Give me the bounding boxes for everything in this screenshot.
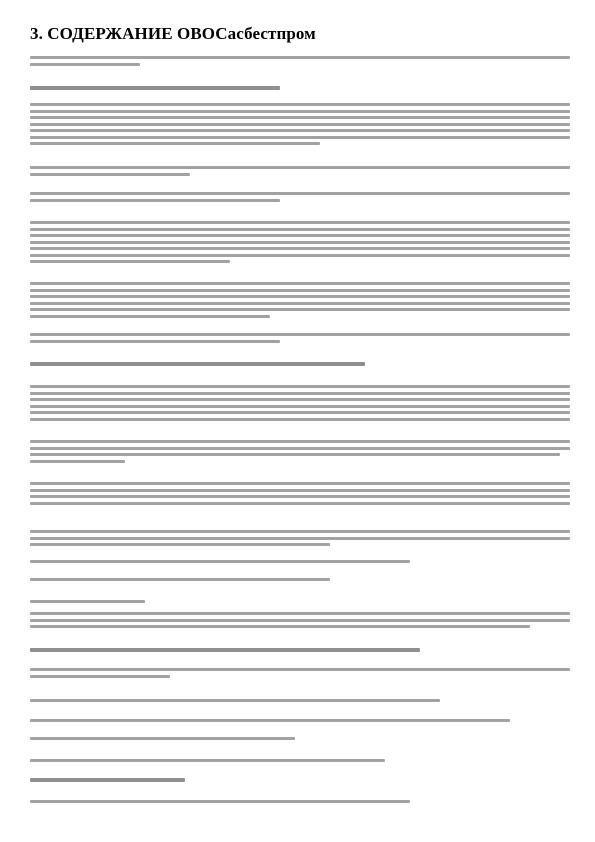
paragraph	[30, 578, 570, 585]
text-line	[30, 447, 570, 450]
paragraph	[30, 737, 570, 744]
text-line	[30, 192, 570, 195]
text-line	[30, 56, 570, 59]
paragraph	[30, 648, 570, 655]
text-line	[30, 241, 570, 244]
paragraph	[30, 333, 570, 346]
paragraph	[30, 530, 570, 550]
text-line	[30, 199, 280, 202]
text-line	[30, 719, 510, 722]
text-line	[30, 333, 570, 336]
text-line	[30, 648, 420, 652]
text-line	[30, 778, 185, 782]
paragraph	[30, 56, 570, 69]
text-line	[30, 103, 570, 106]
text-line	[30, 110, 570, 113]
text-line	[30, 737, 295, 740]
text-line	[30, 502, 570, 505]
paragraph	[30, 282, 570, 321]
text-line	[30, 453, 560, 456]
paragraph	[30, 362, 570, 369]
text-line	[30, 289, 570, 292]
text-line	[30, 418, 570, 421]
paragraph	[30, 103, 570, 149]
text-line	[30, 668, 570, 671]
text-line	[30, 86, 280, 90]
text-line	[30, 302, 570, 305]
paragraph	[30, 800, 570, 807]
text-line	[30, 221, 570, 224]
paragraph	[30, 440, 570, 466]
text-line	[30, 460, 125, 463]
text-line	[30, 440, 570, 443]
paragraph	[30, 600, 570, 607]
text-line	[30, 129, 570, 132]
text-line	[30, 489, 570, 492]
paragraph	[30, 612, 570, 632]
text-line	[30, 625, 530, 628]
paragraph	[30, 166, 570, 179]
text-line	[30, 166, 570, 169]
text-line	[30, 560, 410, 563]
paragraph	[30, 668, 570, 681]
text-line	[30, 619, 570, 622]
text-line	[30, 482, 570, 485]
text-line	[30, 123, 570, 126]
paragraph	[30, 86, 570, 93]
text-line	[30, 254, 570, 257]
text-line	[30, 63, 140, 66]
page-title: 3. СОДЕРЖАНИЕ ОВОСасбестпром	[30, 24, 316, 43]
text-line	[30, 247, 570, 250]
text-line	[30, 537, 570, 540]
text-line	[30, 282, 570, 285]
text-line	[30, 362, 365, 366]
text-line	[30, 116, 570, 119]
text-line	[30, 340, 280, 343]
paragraph	[30, 759, 570, 766]
text-line	[30, 398, 570, 401]
text-line	[30, 612, 570, 615]
text-line	[30, 578, 330, 581]
paragraph	[30, 482, 570, 508]
text-line	[30, 699, 440, 702]
paragraph	[30, 221, 570, 267]
text-line	[30, 315, 270, 318]
text-line	[30, 405, 570, 408]
text-line	[30, 530, 570, 533]
text-line	[30, 136, 570, 139]
text-line	[30, 228, 570, 231]
paragraph	[30, 560, 570, 567]
paragraph	[30, 719, 570, 726]
text-line	[30, 260, 230, 263]
paragraph	[30, 778, 570, 785]
text-line	[30, 411, 570, 414]
text-line	[30, 385, 570, 388]
text-line	[30, 800, 410, 803]
text-line	[30, 142, 320, 145]
text-line	[30, 308, 570, 311]
text-line	[30, 392, 570, 395]
text-line	[30, 495, 570, 498]
text-line	[30, 234, 570, 237]
paragraph	[30, 699, 570, 706]
paragraph	[30, 385, 570, 424]
text-line	[30, 675, 170, 678]
text-line	[30, 600, 145, 603]
paragraph	[30, 192, 570, 205]
text-line	[30, 759, 385, 762]
text-line	[30, 543, 330, 546]
text-line	[30, 173, 190, 176]
text-line	[30, 295, 570, 298]
